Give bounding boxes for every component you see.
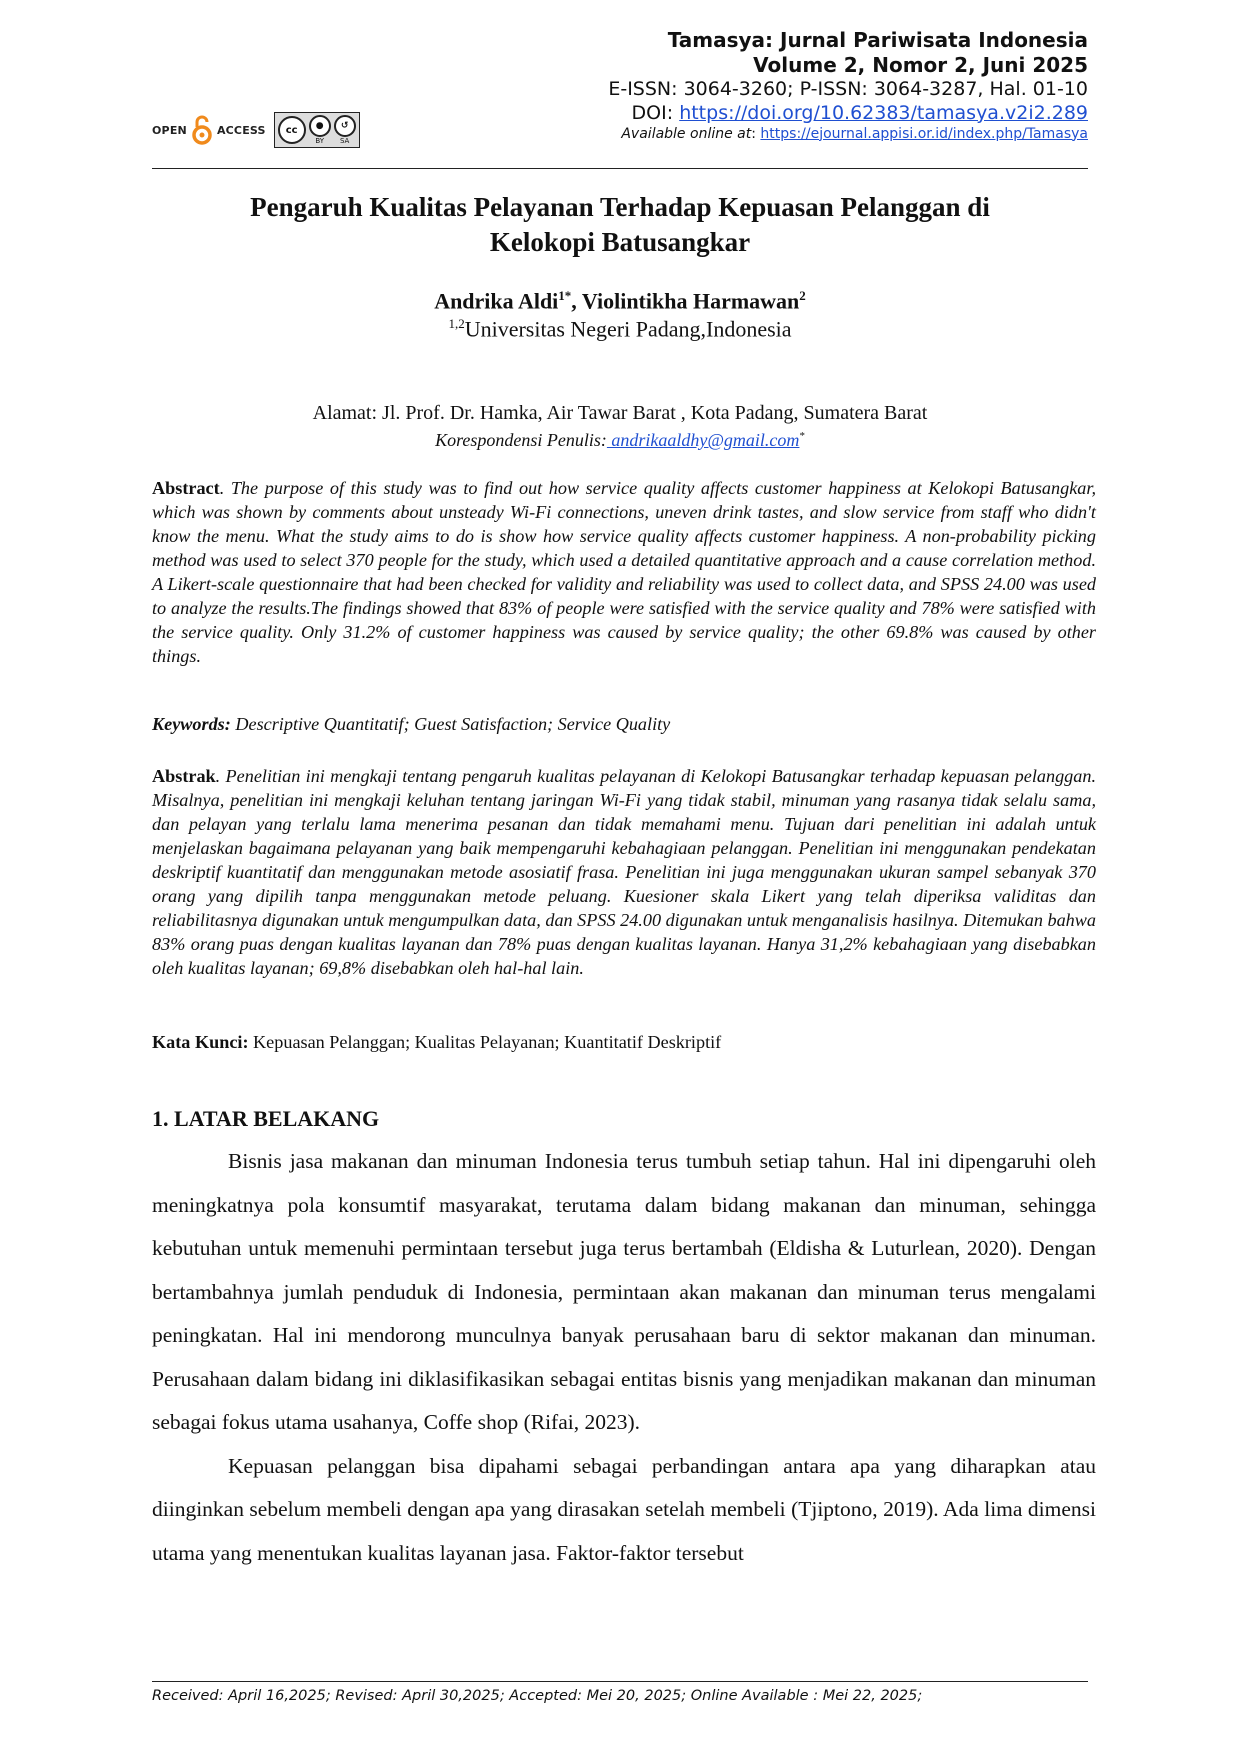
journal-issn: E-ISSN: 3064-3260; P-ISSN: 3064-3287, Hal. 01-10 [608,78,1088,100]
journal-name: Tamasya: Jurnal Pariwisata Indonesia [667,28,1088,52]
affiliation: $^{1,2}$Universitas Negeri Padang,Indonesia [448,316,792,342]
paragraph-2: Kepuasan pelanggan bisa dipahami sebagai perbandingan antara apa yang diharapkan atau diinginkan sebelum membeli dengan apa yang dirasakan setelah membeli (Tjiptono, 2019). Ada lima dimensi utama yang menentukan kualitas layanan jasa. Faktor-faktor tersebut [152,1453,1096,1565]
keywords-en: Keywords: Descriptive Quantitatif; Guest Satisfaction; Service Quality [152,714,671,734]
cc-sa-label: SA [339,137,350,145]
title-line-1: Pengaruh Kualitas Pelayanan Terhadap Kepuasan Pelanggan di [250,192,990,222]
doi-link[interactable]: https://doi.org/10.62383/tamasya.v2i2.289 [679,101,1088,124]
journal-doi [608,102,1088,126]
abstract-id-label: Abstrak [152,766,216,786]
title-line-2: Kelokopi Batusangkar [489,227,751,258]
online-label: Available online at [621,125,752,142]
address: Alamat: Jl. Prof. Dr. Hamka, Air Tawar Barat , Kota Padang, Sumatera Barat [312,402,928,424]
correspondence: Korespondensi Penulis: andrikaaldhy@gmail.com* [435,430,805,450]
oa-text-right: ACCESS [216,123,266,137]
journal-online: Available online at: https://ejournal.appisi.or.id/index.php/Tamasya [621,125,1088,142]
author-2: Violintikha Harmawan [581,288,800,314]
journal-url-link[interactable]: https://ejournal.appisi.or.id/index.php/Tamasya [760,125,1088,142]
cc-icon: cc [278,116,306,144]
keywords-id: Kata Kunci: Kepuasan Pelanggan; Kualitas Pelayanan; Kuantitatif Deskriptif [152,1032,722,1052]
paragraph-1: Bisnis jasa makanan dan minuman Indonesia terus tumbuh setiap tahun. Hal ini dipengaruhi oleh meningkatnya pola konsumtif masyarakat, terutama dalam bidang makanan dan minuman, sehingga kebutuhan untuk memenuhi permintaan tersebut juga terus bertambah (Eldisha & Luturlean, 2020). Dengan bertambahnya jumlah penduduk di Indonesia, permintaan akan makanan dan minuman terus mengalami peningkatan. Hal ini mendorong munculnya banyak perusahaan baru di sektor makanan dan minuman. Perusahaan dalam bidang ini diklasifikasikan sebagai entitas bisnis yang menjadikan makanan dan minuman sebagai fokus utama usahanya, Coffe shop (Rifai, 2023). [152,1149,1096,1434]
cc-by-label: BY [315,137,325,145]
footer-dates: Received: April 16,2025; Revised: April 30,2025; Accepted: Mei 20, 2025; Online Available : Mei 22, 2025; [152,1688,923,1704]
authors: Andrika Aldi$^{1*}$, Violintikha Harmawan$^2$ [434,288,806,314]
header-divider [152,168,1088,169]
doi-label: DOI: [631,101,680,124]
footer-divider [152,1681,1088,1682]
abstract-en [152,476,1096,668]
cc-license-badge[interactable] [274,112,360,148]
abstract-id [152,764,1096,980]
abstract-id-text: . Penelitian ini mengkaji tentang pengaruh kualitas pelayanan di Kelokopi Batusangkar terhadap kepuasan pelanggan. Misalnya, penelitian ini mengkaji keluhan tentang jaringan Wi-Fi yang tidak stabil, minuman yang rasanya tidak selalu sama, dan pelayan yang terlalu lama menerima pesanan dan tidak memahami menu. Tujuan dari penelitian ini adalah untuk menjelaskan bagaimana pelayanan yang baik mempengaruhi kebahagiaan pelanggan. Penelitian ini menggunakan pendekatan deskriptif kuantitatif dan menggunakan metode asosiatif frasa. Penelitian ini juga menggunakan ukuran sampel sebanyak 370 orang yang dipilih tanpa menggunakan metode peluang. Kuesioner skala Likert yang telah diperiksa validitas dan reliabilitasnya digunakan untuk mengumpulkan data, dan SPSS 24.00 digunakan untuk menganalisis hasilnya. Ditemukan bahwa 83% orang puas dengan kualitas layanan dan 78% puas dengan kualitas layanan. Hanya 31,2% kebahagiaan yang disebabkan oleh kualitas layanan; 69,8% disebabkan oleh hal-hal lain. [152,766,1096,978]
author-1: Andrika Aldi [434,288,559,314]
abstract-en-label: Abstract [152,478,220,498]
oa-text-left: OPEN [152,123,187,137]
section-heading: 1. LATAR BELAKANG [152,1106,380,1131]
cc-by-icon: ● BY [309,115,331,145]
cc-sa-icon: ↺ SA [334,115,356,145]
open-lock-icon [191,115,213,145]
section-body [152,1140,1096,1575]
abstract-en-text: . The purpose of this study was to find out how service quality affects customer happiness at Kelokopi Batusangkar, which was shown by comments about unsteady Wi-Fi connections, uneven drink tastes, and slow service from staff who didn't know the menu. What the study aims to do is show how service quality affects customer happiness. A non-probability picking method was used to select 370 people for the study, which used a detailed quantitative approach and a cause correlation method. A Likert-scale questionnaire that had been checked for validity and reliability was used to collect data, and SPSS 24.00 was used to analyze the results.The findings showed that 83% of people were satisfied with the service quality and 78% were satisfied with the service quality. Only 31.2% of customer happiness was caused by service quality; the other 69.8% was caused by other things. [152,478,1096,666]
paper-title [152,190,1088,260]
corresp-email-link[interactable]: andrikaaldhy@gmail.com [606,430,800,450]
journal-volume: Volume 2, Nomor 2, Juni 2025 [753,53,1088,77]
open-access-logo [152,112,360,148]
journal-info [608,28,1088,143]
